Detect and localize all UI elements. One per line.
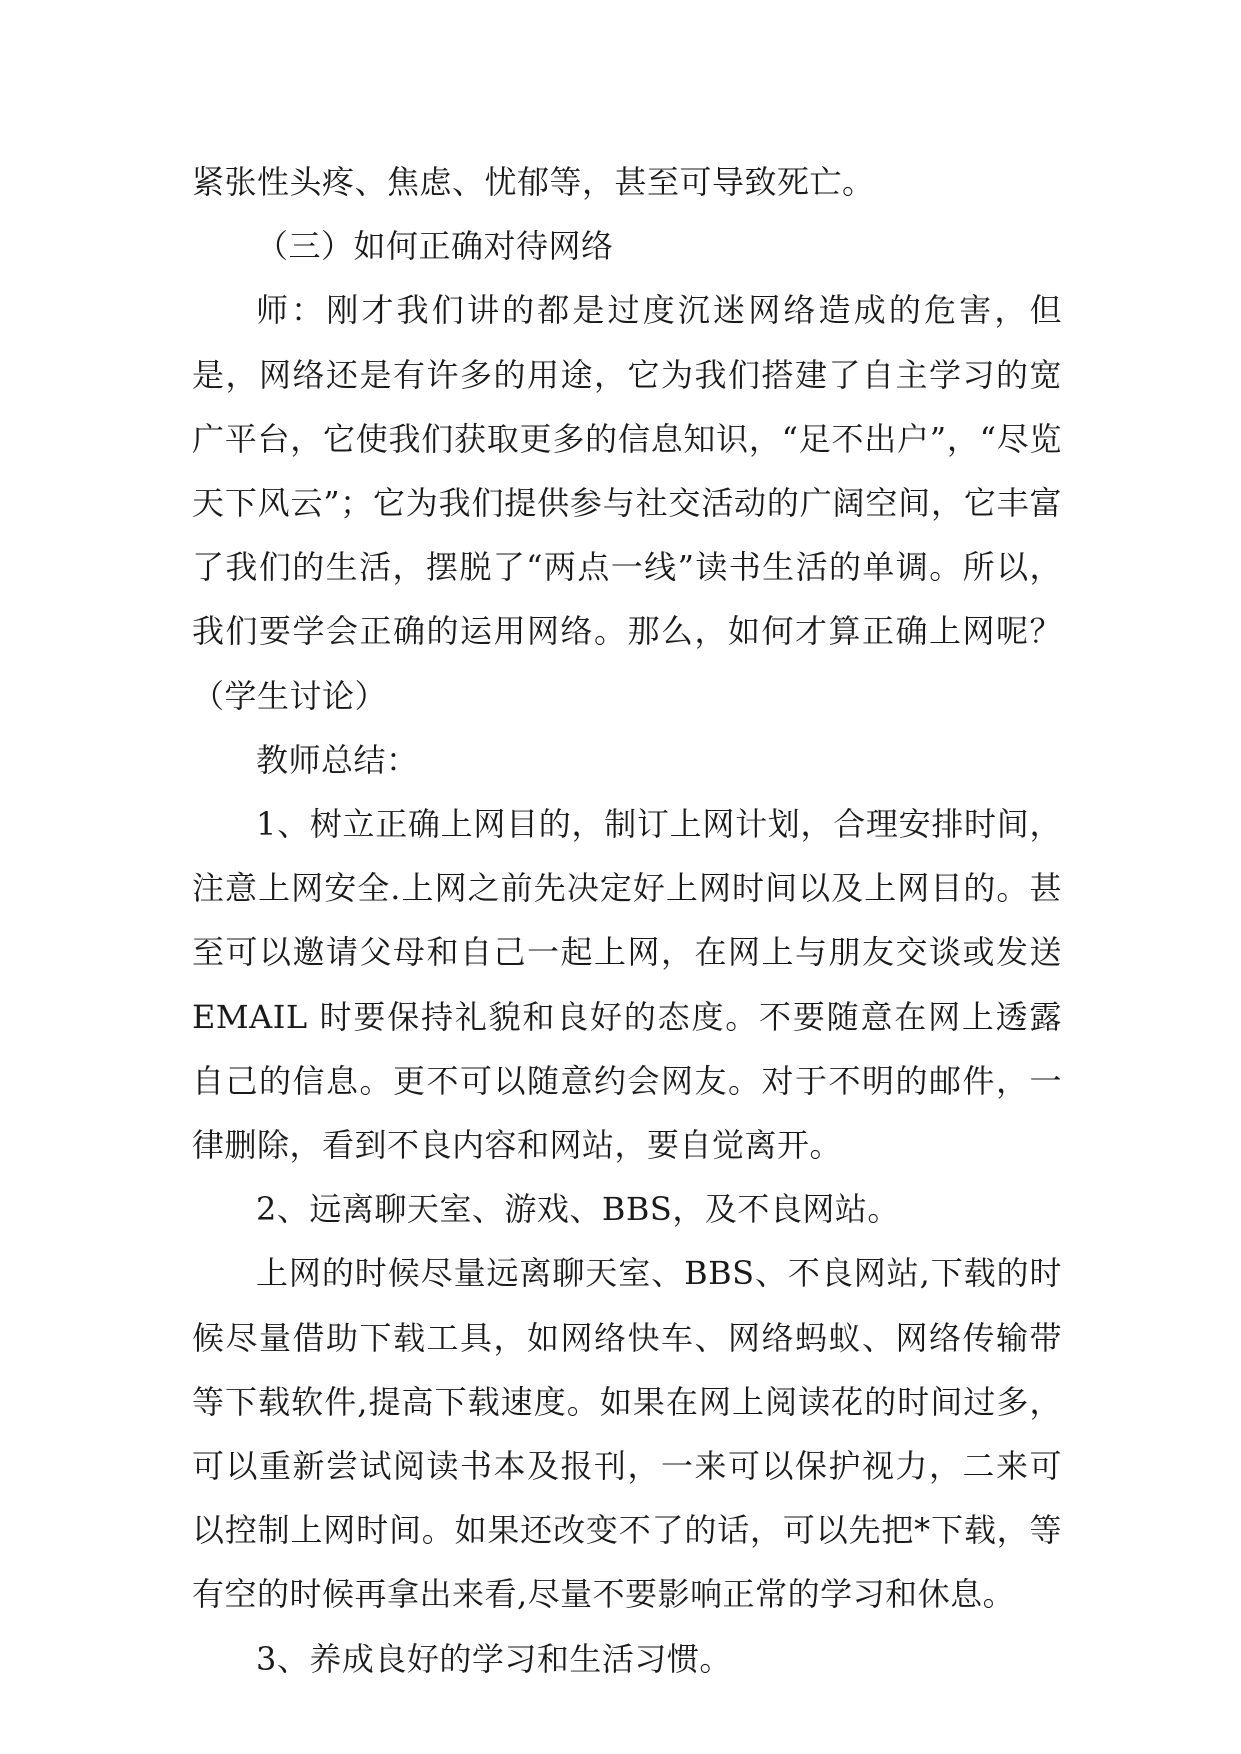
list-item-2: 2、远离聊天室、游戏、BBS，及不良网站。 xyxy=(256,1190,900,1229)
document-page xyxy=(192,150,1062,1691)
list-item-1: 1、树立正确上网目的，制订上网计划，合理安排时间，注意上网安全.上网之前先决定好上网时间以及上网目的。甚至可以邀请父母和自己一起上网，在网上与朋友交谈或发送 EMAIL 时要保持礼貌和良好的态度。不要随意在网上透露自己的信息。更不可以随意约会网友。对于不明的邮件，一律删除，看到不良内容和网站，要自觉离开。 xyxy=(192,805,1062,1165)
section-heading: （三）如何正确对待网络 xyxy=(256,227,614,266)
paragraph-download-advice: 上网的时候尽量远离聊天室、BBS、不良网站,下载的时候尽量借助下载工具，如网络快车、网络蚂蚁、网络传输带等下载软件,提高下载速度。如果在网上阅读花的时间过多，可以重新尝试阅读书本及报刊，一来可以保护视力，二来可以控制上网时间。如果还改变不了的话，可以先把*下载，等有空的时候再拿出来看,尽量不要影响正常的学习和休息。 xyxy=(192,1254,1062,1614)
paragraph-teacher-summary: 教师总结： xyxy=(256,740,419,779)
list-item-3: 3、养成良好的学习和生活习惯。 xyxy=(256,1639,732,1678)
paragraph-continuation: 紧张性头疼、焦虑、忧郁等，甚至可导致死亡。 xyxy=(192,163,875,201)
paragraph-teacher-speech: 师：刚才我们讲的都是过度沉迷网络造成的危害，但是，网络还是有许多的用途，它为我们搭建了自主学习的宽广平台，它使我们获取更多的信息知识，“足不出户”，“尽览天下风云”；它为我们提供参与社交活动的广阔空间，它丰富了我们的生活，摆脱了“两点一线”读书生活的单调。所以，我们要学会正确的运用网络。那么，如何才算正确上网呢？（学生讨论） xyxy=(192,291,1062,715)
